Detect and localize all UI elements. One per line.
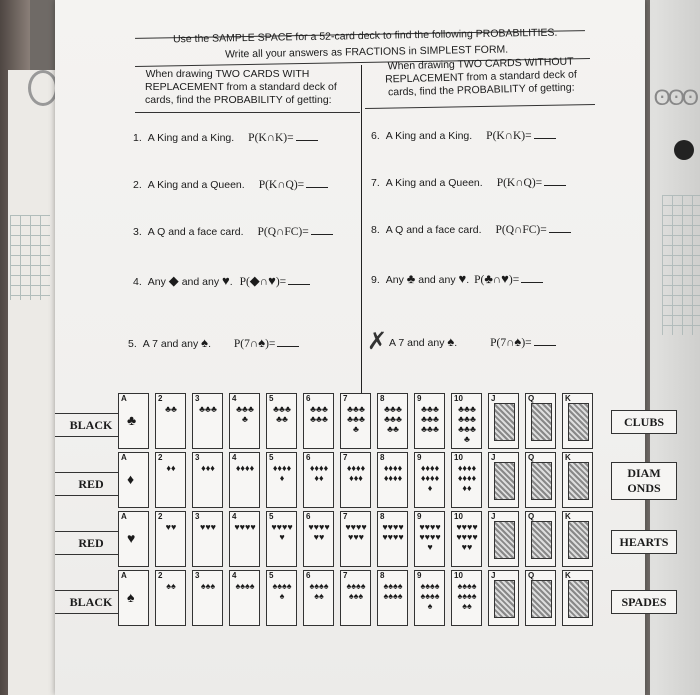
playing-card xyxy=(303,452,334,508)
card-pips: ♠♠♠♠♠♠♠ xyxy=(346,581,366,601)
face-card-picture xyxy=(494,462,515,500)
question-5: 5. A 7 and any ♠. P(7∩♠)= xyxy=(128,335,299,350)
playing-card xyxy=(155,393,186,449)
playing-card xyxy=(377,393,408,449)
question-text: A Q and a face card. xyxy=(385,224,482,236)
playing-card xyxy=(266,511,297,567)
playing-card xyxy=(562,452,593,508)
card-pips: ♠♠♠♠♠♠ xyxy=(309,581,329,601)
question-number: 2. xyxy=(133,179,142,191)
answer-blank[interactable] xyxy=(521,282,543,283)
card-pips: ♦♦♦♦♦♦♦♦ xyxy=(383,463,403,483)
left-heading-line: When drawing TWO CARDS WITH xyxy=(145,68,310,80)
question-text: Any xyxy=(147,276,166,288)
left-column-heading xyxy=(145,68,337,107)
card-pips: ♥♥♥ xyxy=(199,522,217,532)
card-rank: 10 xyxy=(454,512,463,521)
question-text: A 7 and any xyxy=(142,338,199,350)
suit-label-hearts: HEARTS xyxy=(611,530,677,554)
card-rank: J xyxy=(491,571,496,580)
card-rank: 3 xyxy=(195,512,200,521)
left-heading-line: REPLACEMENT from a standard deck of xyxy=(145,81,337,93)
card-rank: 10 xyxy=(454,453,463,462)
playing-card xyxy=(488,393,519,449)
card-rank: 8 xyxy=(380,394,385,403)
playing-card xyxy=(525,393,556,449)
playing-card xyxy=(266,452,297,508)
playing-card xyxy=(451,452,482,508)
card-rank: 6 xyxy=(306,512,311,521)
playing-card xyxy=(340,452,371,508)
card-pips: ♦♦♦♦♦♦ xyxy=(309,463,329,483)
card-rank: 2 xyxy=(158,512,163,521)
question-2 xyxy=(133,179,328,191)
card-rank: K xyxy=(565,453,571,462)
question-7 xyxy=(371,177,566,189)
probability-expression: P( xyxy=(239,276,250,288)
face-card-picture xyxy=(494,403,515,441)
playing-card xyxy=(266,570,297,626)
right-heading-line: When drawing TWO CARDS WITHOUT xyxy=(387,55,574,73)
row-label-black: BLACK xyxy=(55,590,127,614)
card-rank: 8 xyxy=(380,453,385,462)
playing-card xyxy=(488,570,519,626)
card-rank: 3 xyxy=(195,394,200,403)
worksheet xyxy=(55,0,669,695)
playing-card xyxy=(488,452,519,508)
card-rank: K xyxy=(565,571,571,580)
playing-card xyxy=(118,511,149,567)
probability-expression: P(K∩Q)= xyxy=(258,179,305,191)
probability-expression: P(K∩K)= xyxy=(486,130,532,142)
card-pips: ♣♣♣♣♣♣♣♣ xyxy=(384,404,402,434)
question-text: Any xyxy=(385,274,404,286)
playing-card xyxy=(229,570,260,626)
playing-card xyxy=(192,452,223,508)
spade-icon: ♠ xyxy=(258,335,266,350)
card-pips: ♦♦♦♦♦♦♦♦♦♦ xyxy=(457,463,477,493)
question-4: 4. Any ◆ and any ♥. P(◆∩♥)= xyxy=(133,273,310,289)
question-3 xyxy=(133,226,333,238)
spade-icon: ♠ xyxy=(514,334,522,349)
card-rank: 4 xyxy=(232,512,237,521)
playing-card xyxy=(340,393,371,449)
probability-expression-end: )= xyxy=(508,274,520,286)
card-rank: 3 xyxy=(195,571,200,580)
playing-card xyxy=(562,393,593,449)
answer-blank[interactable] xyxy=(296,140,318,141)
face-card-picture xyxy=(568,403,589,441)
card-pips: ♣♣ xyxy=(165,404,177,414)
card-pips: ♦♦ xyxy=(166,463,176,473)
right-heading-line: cards, find the PROBABILITY of getting: xyxy=(387,81,575,99)
question-number: 3. xyxy=(133,226,142,238)
left-heading-line: cards, find the PROBABILITY of getting: xyxy=(145,94,332,106)
playing-card xyxy=(155,511,186,567)
probability-expression: P( xyxy=(474,274,485,286)
playing-card xyxy=(118,393,149,449)
card-rank: 6 xyxy=(306,394,311,403)
playing-card xyxy=(340,511,371,567)
card-rank: 7 xyxy=(343,571,348,580)
playing-card xyxy=(414,452,445,508)
playing-card xyxy=(118,452,149,508)
probability-expression: P(K∩Q)= xyxy=(496,177,543,189)
right-column-heading xyxy=(381,55,582,99)
question-number: 7. xyxy=(371,177,380,189)
card-pips: ♣♣♣♣♣♣♣ xyxy=(347,404,365,434)
card-rank: Q xyxy=(528,571,535,580)
card-rank: Q xyxy=(528,453,535,462)
card-pips: ♥♥♥♥ xyxy=(234,522,256,532)
playing-card xyxy=(229,393,260,449)
question-9: 9. Any ♣ and any ♥. P(♣∩♥)= xyxy=(371,271,543,286)
question-text: A King and a King. xyxy=(385,130,473,142)
card-rank: 7 xyxy=(343,453,348,462)
question-number: 5. xyxy=(128,338,137,350)
probability-expression-end: )= xyxy=(265,338,276,350)
playing-card xyxy=(155,570,186,626)
playing-card xyxy=(414,393,445,449)
card-pips: ♥♥♥♥♥♥♥ xyxy=(345,522,367,542)
answer-blank[interactable] xyxy=(306,187,328,188)
card-rank: 4 xyxy=(232,453,237,462)
answer-blank[interactable] xyxy=(288,284,310,285)
card-rank: 4 xyxy=(232,394,237,403)
playing-card xyxy=(525,511,556,567)
underlying-sheet xyxy=(8,70,60,695)
playing-card xyxy=(192,570,223,626)
punch-hole xyxy=(674,140,694,160)
playing-card xyxy=(488,511,519,567)
playing-card xyxy=(303,511,334,567)
playing-card xyxy=(192,511,223,567)
heart-icon: ♥ xyxy=(222,273,230,288)
question-number: 9. xyxy=(371,274,380,286)
card-rank: 9 xyxy=(417,512,422,521)
probability-expression: P(Q∩FC)= xyxy=(495,224,547,236)
question-8 xyxy=(371,224,571,236)
card-rank: A xyxy=(121,394,127,403)
cross-icon: ✗ xyxy=(367,327,388,355)
card-pips: ♥♥ xyxy=(165,522,177,532)
card-pips: ♠♠♠♠ xyxy=(235,581,255,591)
card-rank: K xyxy=(565,512,571,521)
card-pips: ♣♣♣♣♣♣♣♣♣ xyxy=(421,404,439,434)
question-6 xyxy=(371,130,556,142)
question-text: A Q and a face card. xyxy=(147,226,244,238)
card-pips: ♣♣♣♣♣♣ xyxy=(310,404,328,424)
header-line-2: Write all your answers as FRACTIONS in SIMPLEST FORM. xyxy=(224,43,509,61)
answer-blank[interactable] xyxy=(277,346,299,347)
probability-expression: P(Q∩FC)= xyxy=(257,226,309,238)
playing-card xyxy=(192,393,223,449)
club-icon: ♣ xyxy=(484,271,493,286)
card-rank: 8 xyxy=(380,512,385,521)
column-divider xyxy=(361,65,362,395)
diamond-icon: ◆ xyxy=(249,273,260,288)
playing-card xyxy=(229,452,260,508)
suit-label-clubs: CLUBS xyxy=(611,410,677,434)
card-pips: ♠♠♠♠♠♠♠♠ xyxy=(383,581,403,601)
intersection-symbol: ∩ xyxy=(259,276,269,288)
card-rank: A xyxy=(121,571,127,580)
card-pips: ♥♥♥♥♥♥♥♥♥ xyxy=(419,522,441,552)
question-number: 4. xyxy=(133,276,142,288)
card-rank: 2 xyxy=(158,453,163,462)
probability-expression: P(7∩ xyxy=(233,338,259,350)
card-suit-icon: ♥ xyxy=(127,530,136,546)
spade-icon: ♠ xyxy=(447,334,455,349)
binder-ring xyxy=(28,70,58,106)
card-rank: A xyxy=(121,512,127,521)
playing-card xyxy=(451,511,482,567)
heart-icon: ♥ xyxy=(458,271,467,286)
card-suit-icon: ♦ xyxy=(127,471,135,487)
card-rank: 3 xyxy=(195,453,200,462)
card-rank: J xyxy=(491,512,496,521)
face-card-picture xyxy=(494,580,515,618)
suit-label-spades: SPADES xyxy=(611,590,677,614)
card-rank: 5 xyxy=(269,512,274,521)
card-rank: 5 xyxy=(269,453,274,462)
answer-blank[interactable] xyxy=(311,234,333,235)
playing-card xyxy=(525,570,556,626)
face-card-picture xyxy=(531,403,552,441)
card-pips: ♥♥♥♥♥♥♥♥ xyxy=(382,522,404,542)
column-heading-rule xyxy=(365,104,595,109)
playing-card xyxy=(155,452,186,508)
question-1 xyxy=(133,132,318,144)
answer-blank[interactable] xyxy=(534,345,556,346)
card-rank: 7 xyxy=(343,394,348,403)
spade-icon: ♠ xyxy=(201,335,209,350)
playing-card xyxy=(303,570,334,626)
card-rank: J xyxy=(491,453,496,462)
face-card-picture xyxy=(494,521,515,559)
card-pips: ♣♣♣♣ xyxy=(236,404,254,424)
card-rank: A xyxy=(121,453,127,462)
card-rank: 9 xyxy=(417,571,422,580)
card-pips: ♣♣♣♣♣ xyxy=(273,404,291,424)
face-card-picture xyxy=(531,580,552,618)
playing-card xyxy=(340,570,371,626)
spiral-binding: ʘʘʘ xyxy=(653,85,696,110)
card-pips: ♦♦♦♦♦ xyxy=(272,463,292,483)
playing-card xyxy=(118,570,149,626)
playing-card xyxy=(451,570,482,626)
card-rank: 6 xyxy=(306,453,311,462)
card-pips: ♦♦♦ xyxy=(201,463,215,473)
card-rank: 9 xyxy=(417,394,422,403)
card-rank: 4 xyxy=(232,571,237,580)
probability-expression-end: )= xyxy=(275,276,287,288)
card-sample-space xyxy=(118,393,608,628)
face-card-picture xyxy=(531,521,552,559)
playing-card xyxy=(414,511,445,567)
playing-card xyxy=(266,393,297,449)
card-rank: Q xyxy=(528,394,535,403)
card-rank: 5 xyxy=(269,571,274,580)
playing-card xyxy=(229,511,260,567)
card-pips: ♦♦♦♦♦♦♦♦♦ xyxy=(420,463,440,493)
question-10: A 7 and any ♠. P(7∩♠)= xyxy=(389,334,556,349)
card-rank: 7 xyxy=(343,512,348,521)
playing-card xyxy=(525,452,556,508)
question-text: A King and a Queen. xyxy=(147,179,245,191)
club-icon: ♣ xyxy=(406,271,416,286)
card-pips: ♠♠♠♠♠♠♠♠♠ xyxy=(420,581,440,611)
card-pips: ♠♠♠♠♠ xyxy=(272,581,292,601)
question-text: A King and a King. xyxy=(147,132,235,144)
question-text: A 7 and any xyxy=(389,337,445,349)
card-pips: ♦♦♦♦ xyxy=(235,463,255,473)
card-rank: K xyxy=(565,394,571,403)
answer-blank[interactable] xyxy=(549,232,571,233)
probability-expression-end: )= xyxy=(521,337,532,349)
answer-blank[interactable] xyxy=(534,138,556,139)
column-heading-rule xyxy=(135,112,360,113)
card-rank: 2 xyxy=(158,571,163,580)
card-pips: ♠♠♠♠♠♠♠♠♠♠ xyxy=(457,581,477,611)
card-rank: 6 xyxy=(306,571,311,580)
card-pips: ♥♥♥♥♥♥ xyxy=(308,522,330,542)
row-label-red: RED xyxy=(55,472,127,496)
row-label-red: RED xyxy=(55,531,127,555)
question-text: and any xyxy=(181,276,220,288)
heart-icon: ♥ xyxy=(501,271,509,286)
card-rank: J xyxy=(491,394,496,403)
probability-expression: P(K∩K)= xyxy=(248,132,294,144)
question-number: 6. xyxy=(371,130,380,142)
card-suit-icon: ♣ xyxy=(127,412,137,428)
row-label-black: BLACK xyxy=(55,413,127,437)
heart-icon: ♥ xyxy=(268,273,276,288)
playing-card xyxy=(451,393,482,449)
card-pips: ♥♥♥♥♥ xyxy=(271,522,293,542)
playing-card xyxy=(414,570,445,626)
question-text: A King and a Queen. xyxy=(385,177,483,189)
suit-label-diamonds: DIAM ONDS xyxy=(611,462,677,500)
face-card-picture xyxy=(531,462,552,500)
graph-paper-left xyxy=(10,215,50,300)
card-pips: ♣♣♣♣♣♣♣♣♣♣ xyxy=(458,404,476,444)
face-card-picture xyxy=(568,580,589,618)
probability-expression: P(7∩ xyxy=(490,337,515,349)
graph-paper-right xyxy=(662,195,700,335)
playing-card xyxy=(562,511,593,567)
diamond-icon: ◆ xyxy=(168,273,179,288)
intersection-symbol: ∩ xyxy=(492,274,502,286)
face-card-picture xyxy=(568,521,589,559)
card-pips: ♠♠ xyxy=(166,581,176,591)
card-suit-icon: ♠ xyxy=(127,589,135,605)
card-pips: ♣♣♣ xyxy=(199,404,217,414)
card-pips: ♥♥♥♥♥♥♥♥♥♥ xyxy=(456,522,478,552)
playing-card xyxy=(377,511,408,567)
question-number: 1. xyxy=(133,132,142,144)
header-line-1: Use the SAMPLE SPACE for a 52-card deck to find the following PROBABILITIES. xyxy=(172,26,558,46)
card-rank: Q xyxy=(528,512,535,521)
right-heading-line: REPLACEMENT from a standard deck of xyxy=(384,68,578,86)
question-number: 8. xyxy=(371,224,380,236)
answer-blank[interactable] xyxy=(544,185,566,186)
playing-card xyxy=(377,452,408,508)
playing-card xyxy=(377,570,408,626)
card-pips: ♠♠♠ xyxy=(200,581,216,591)
card-rank: 9 xyxy=(417,453,422,462)
question-text: and any xyxy=(418,274,456,286)
card-rank: 2 xyxy=(158,394,163,403)
playing-card xyxy=(303,393,334,449)
card-rank: 5 xyxy=(269,394,274,403)
card-rank: 10 xyxy=(454,571,463,580)
card-pips: ♦♦♦♦♦♦♦ xyxy=(346,463,366,483)
playing-card xyxy=(562,570,593,626)
card-rank: 10 xyxy=(454,394,463,403)
face-card-picture xyxy=(568,462,589,500)
card-rank: 8 xyxy=(380,571,385,580)
